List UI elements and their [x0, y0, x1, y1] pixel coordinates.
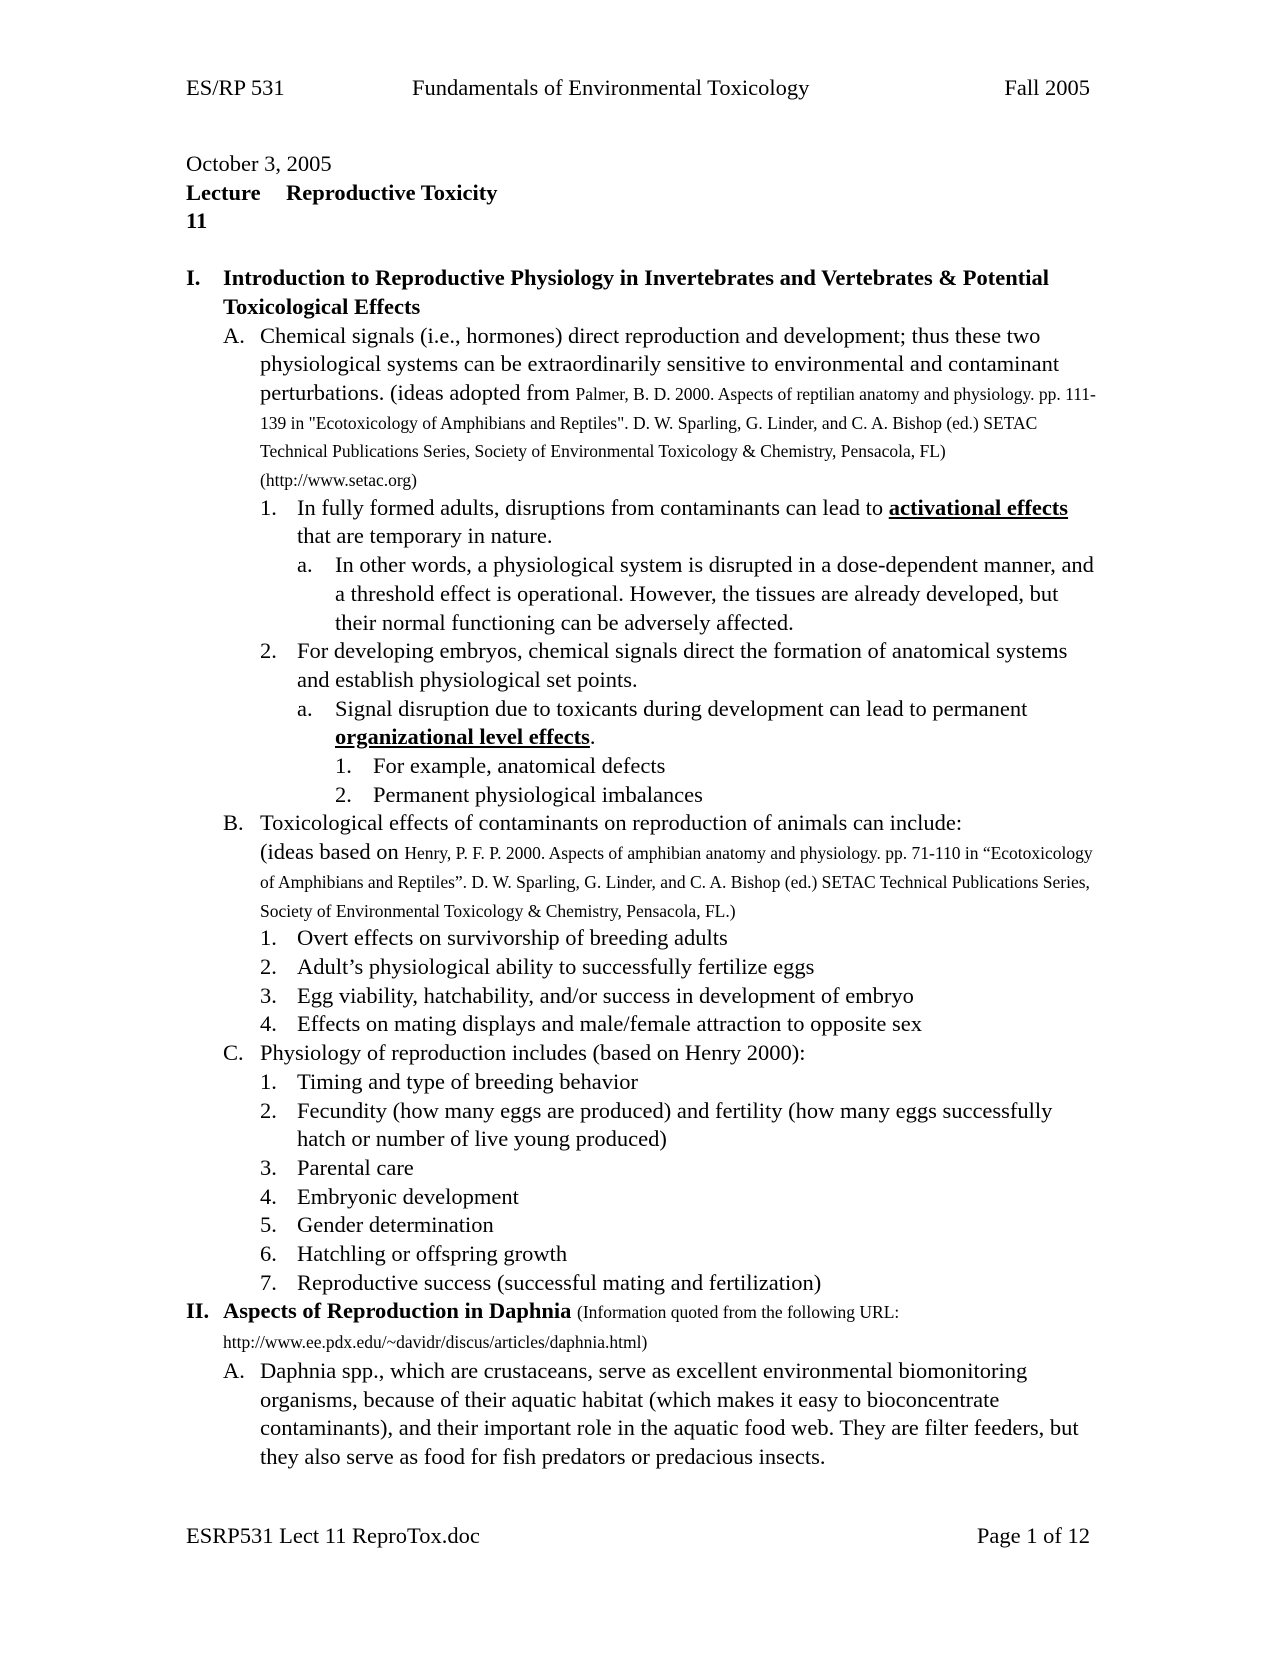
emphasis-term: organizational level effects — [335, 724, 590, 750]
outline-item: 1. Overt effects on survivorship of breeding adults — [260, 925, 728, 951]
lecture-number: Lecture 11 — [186, 179, 261, 234]
citation: Palmer, B. D. 2000. Aspects of reptilian anatomy and physiology. pp. 111-139 in "Ecotoxicology of Amphibians and Reptiles". D. W. Sparling, G. Linder, and C. A. Bishop (ed.) SETAC Technical Publications Series, Society of Environmental Toxicology & Chemistry, Pensacola, FL) (http://www.setac.org) — [260, 383, 1096, 491]
lecture-heading — [186, 179, 1096, 236]
outline-item: 3. Egg viability, hatchability, and/or success in development of embryo — [260, 982, 914, 1008]
outline-item: 1. Timing and type of breeding behavior — [260, 1068, 638, 1094]
outline-item: 6. Hatchling or offspring growth — [260, 1241, 568, 1267]
outline-item: 1. In fully formed adults, disruptions from contaminants can lead to activational effects that are temporary in nature. — [260, 494, 1069, 549]
outline-item: A. Chemical signals (i.e., hormones) direct reproduction and development; thus these two physiological systems can be extraordinarily sensitive to environmental and contaminant perturbations. (ideas adopted from Palmer, B. D. 2000. Aspects of reptilian anatomy and physiology. pp. 111-139 in "Ecotoxicology of Amphibians and Reptiles". D. W. Sparling, G. Linder, and C. A. Bishop (ed.) SETAC Technical Publications Series, Society of Environmental Toxicology & Chemistry, Pensacola, FL) (http://www.setac.org) — [223, 322, 1096, 491]
citation: Henry, P. F. P. 2000. Aspects of amphibian anatomy and physiology. pp. 71-110 in “Ecotoxicology of Amphibians and Reptiles”. D. W. Sparling, G. Linder, and C. A. Bishop (ed.) SETAC Technical Publications Series, Society of Environmental Toxicology & Chemistry, Pensacola, FL.) — [260, 843, 1093, 921]
page-header — [186, 74, 1090, 104]
term: Fall 2005 — [1004, 75, 1090, 100]
document-body — [186, 150, 1096, 1472]
outline-item: a. In other words, a physiological system is disrupted in a dose-dependent manner, and a threshold effect is operational. However, the tissues are already developed, but their normal functioning can be adversely affected. — [297, 552, 1094, 635]
page-number: Page 1 of 12 — [976, 1523, 1090, 1548]
lecture-date: October 3, 2005 — [186, 151, 332, 176]
outline-item: 7. Reproductive success (successful mating and fertilization) — [260, 1269, 822, 1295]
outline-item: a. Signal disruption due to toxicants during development can lead to permanent organizational level effects. — [297, 695, 1028, 750]
section-heading: II. Aspects of Reproduction in Daphnia (Information quoted from the following URL: http://www.ee.pdx.edu/~davidr/discus/articles/daphnia.html) — [186, 1298, 900, 1353]
outline-item: 1. For example, anatomical defects — [335, 753, 666, 779]
emphasis-term: activational effects — [888, 494, 1069, 520]
section-heading: I. Introduction to Reproductive Physiology in Invertebrates and Vertebrates & Potential Toxicological Effects — [186, 265, 1050, 319]
outline-item: 4. Embryonic development — [260, 1183, 519, 1209]
outline-item: 2. Fecundity (how many eggs are produced) and fertility (how many eggs successfully hatch or number of live young produced) — [260, 1097, 1053, 1152]
outline-item: 2. Permanent physiological imbalances — [335, 781, 703, 807]
lecture-title: Reproductive Toxicity — [286, 179, 498, 205]
file-name: ESRP531 Lect 11 ReproTox.doc — [186, 1523, 480, 1548]
course-code: ES/RP 531 — [186, 75, 285, 100]
course-title: Fundamentals of Environmental Toxicology — [412, 75, 810, 100]
outline-item: 4. Effects on mating displays and male/female attraction to opposite sex — [260, 1011, 923, 1037]
source-note: (Information quoted from the following URL: http://www.ee.pdx.edu/~davidr/discus/articles/daphnia.html) — [223, 1302, 900, 1353]
outline-item: 2. For developing embryos, chemical signals direct the formation of anatomical systems and establish physiological set points. — [260, 638, 1068, 692]
outline-item: 2. Adult’s physiological ability to successfully fertilize eggs — [260, 953, 815, 979]
outline-item: B. Toxicological effects of contaminants on reproduction of animals can include: (ideas based on Henry, P. F. P. 2000. Aspects of amphibian anatomy and physiology. pp. 71-110 in “Ecotoxicology of Amphibians and Reptiles”. D. W. Sparling, G. Linder, and C. A. Bishop (ed.) SETAC Technical Publications Series, Society of Environmental Toxicology & Chemistry, Pensacola, FL.) — [223, 810, 1093, 921]
outline-item: 5. Gender determination — [260, 1212, 494, 1238]
outline-item: 3. Parental care — [260, 1154, 414, 1180]
outline-item: A. Daphnia spp., which are crustaceans, serve as excellent environmental biomonitoring organisms, because of their aquatic habitat (which makes it easy to bioconcentrate contaminants), and their important role in the aquatic food web. They are filter feeders, but they also serve as food for fish predators or predacious insects. — [223, 1357, 1079, 1469]
outline-item: C. Physiology of reproduction includes (based on Henry 2000): — [223, 1040, 806, 1066]
